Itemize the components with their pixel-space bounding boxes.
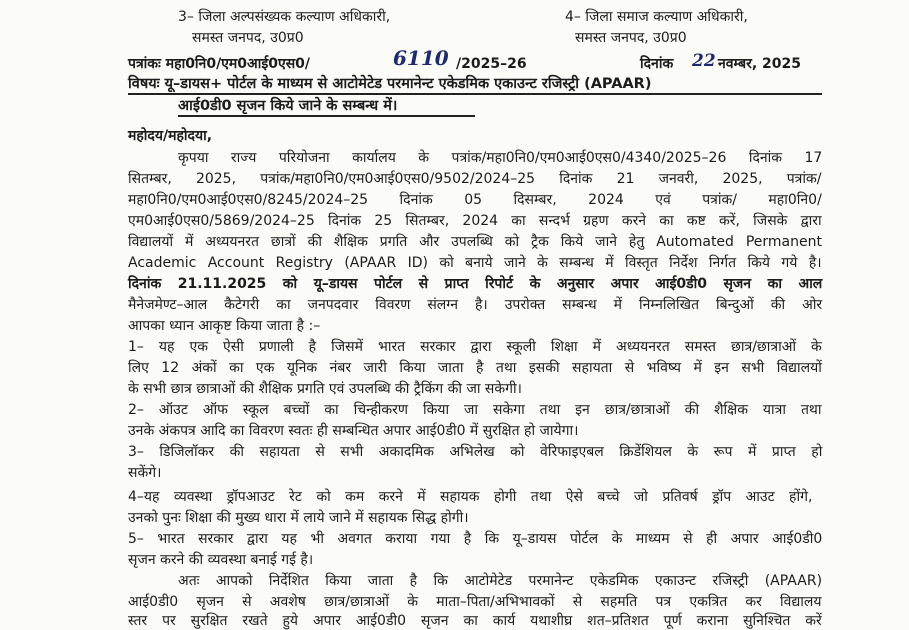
subject-line1: विषयः यू–डायस+ पोर्टल के माध्यम से आटोमेटेड परमानेन्ट एकेडमिक एकाउन्ट रजिस्ट्री (APAAR) (128, 76, 652, 92)
point-4-line: उनको पुनः शिक्षा की मुख्य धारा में लाये जाने में सहायक सिद्ध होगी। (128, 510, 469, 526)
body-line: Academic Account Registry (APAAR ID) को बनाये जाने के सम्बन्ध में विस्तृत निर्देश निर्गत किये गये है। (128, 255, 822, 271)
instruction-line: आई0डी0 सृजन से अवशेष छात्र/छात्राओं के माता–पिता/अभिभावकों से सहमति पत्र एकत्रित कर विद्यालय (128, 594, 822, 610)
reference-year: /2025–26 (456, 56, 527, 72)
point-3-line: 3– डिजिलॉकर की सहायता से सभी अकादमिक अभिलेख को वेरिफाइएबल क्रिडेंशियल के रूप में प्राप्त हो (128, 444, 823, 460)
point-1-line: 1– यह एक ऐसी प्रणाली है जिसमें भारत सरकार द्वारा स्कूली शिक्षा में अध्ययनरत समस्त छात्र/छात्राओं के (128, 339, 822, 355)
addressee-4-line1: 4– जिला समाज कल्याण अधिकारी, (565, 9, 748, 25)
point-4-line: 4–यह व्यवस्था ड्रॉपआउट रेट को कम करने में सहायक होगी तथा ऐसे बच्चे जो प्रतिवर्ष ड्रॉप आउट होंगे, (128, 489, 813, 505)
addressee-3-line2: समस्त जनपद, उ0प्र0 (192, 30, 304, 46)
subject-underline-1 (128, 93, 822, 95)
point-1-line: के सभी छात्र छात्राओं की शैक्षिक प्रगति एवं उपलब्धि की ट्रैकिंग की जा सकेगी। (128, 381, 522, 397)
body-line: विद्यालयों में अध्ययनरत छात्रों की शैक्षिक प्रगति और उपलब्धि को ट्रैक किये जाने हेतु Automated Permanent (128, 234, 822, 250)
point-1-line: लिए 12 अंकों का एक यूनिक नंबर जारी किया जाता है तथा इसकी सहायता से भविष्य में इन सभी विद्यालयों (128, 360, 822, 376)
instruction-line: स्तर पर सुरक्षित रखते हुये अपार आई0डी0 सृजन का कार्य यथाशीघ्र शत–प्रतिशत पूर्ण कराना सुनिश्चित करें (128, 613, 822, 629)
salutation: महोदय/महोदया, (128, 128, 213, 144)
point-3-line: सकेंगे। (128, 465, 162, 481)
subject-line2: आई0डी0 सृजन किये जाने के सम्बन्ध में। (178, 98, 398, 114)
addressee-3-line1: 3– जिला अल्पसंख्यक कल्याण अधिकारी, (178, 9, 391, 25)
reference-number-handwritten: 6110 (393, 46, 449, 70)
addressee-4-line2: समस्त जनपद, उ0प्र0 (575, 30, 687, 46)
point-5-line: 5– भारत सरकार द्वारा यह भी अवगत कराया गया है कि यू–डायस पोर्टल के माध्यम से ही अपार आई0डी0 (128, 531, 823, 547)
body-line: महा0नि0/एम0आई0एस0/8245/2024–25 दिनांक 05 दिसम्बर, 2024 एवं पत्रांक/ महा0नि0/ (128, 192, 822, 208)
body-line: सितम्बर, 2025, पत्रांक/महा0नि0/एम0आई0एस0/9502/2024–25 दिनांक 21 जनवरी, 2025, पत्रांक/ (128, 171, 822, 187)
body-line: आपका ध्यान आकृष्ट किया जाता है :– (128, 318, 321, 334)
reference-patrank: पत्रांकः महा0नि0/एम0आई0एस0/ (128, 56, 311, 72)
reference-date-label: दिनांक (640, 56, 674, 72)
reference-date-day-handwritten: 22 (692, 51, 716, 71)
body-line: मैनेजमेण्ट–आल कैटेगरी का जनपदवार विवरण संलग्न है। उपरोक्त सम्बन्ध में निम्नलिखित बिन्दुओं की ओर (128, 297, 823, 313)
body-line: दिनांक 21.11.2025 को यू–डायस पोर्टल से प्राप्त रिपोर्ट के अनुसार अपार आई0डी0 सृजन का आल (128, 276, 823, 292)
point-5-line: सृजन करने की व्यवस्था बनाई गई है। (128, 552, 314, 568)
point-2-line: 2– ऑउट ऑफ स्कूल बच्चों का चिन्हीकरण किया जा सकेगा तथा इन छात्र/छात्राओं की शैक्षिक यात्रा तथा (128, 402, 822, 418)
reference-date-rest: नवम्बर, 2025 (718, 56, 801, 72)
point-2-line: उनके अंकपत्र आदि का विवरण स्वतः ही सम्बन्धित अपार आई0डी0 में सुरक्षित हो जायेगा। (128, 423, 579, 439)
body-line: एम0आई0एस0/5869/2024–25 दिनांक 25 सितम्बर, 2024 का सन्दर्भ ग्रहण करने का कष्ट करें, जिसके द्वारा (128, 213, 822, 229)
instruction-line: अतः आपको निर्देशित किया जाता है कि आटोमेटेड परमानेन्ट एकेडमिक एकाउन्ट रजिस्ट्री (APAAR) (178, 573, 823, 589)
subject-underline-2 (178, 115, 475, 117)
body-line: कृपया राज्य परियोजना कार्यालय के पत्रांक/महा0नि0/एम0आई0एस0/4340/2025–26 दिनांक 17 (178, 150, 823, 166)
